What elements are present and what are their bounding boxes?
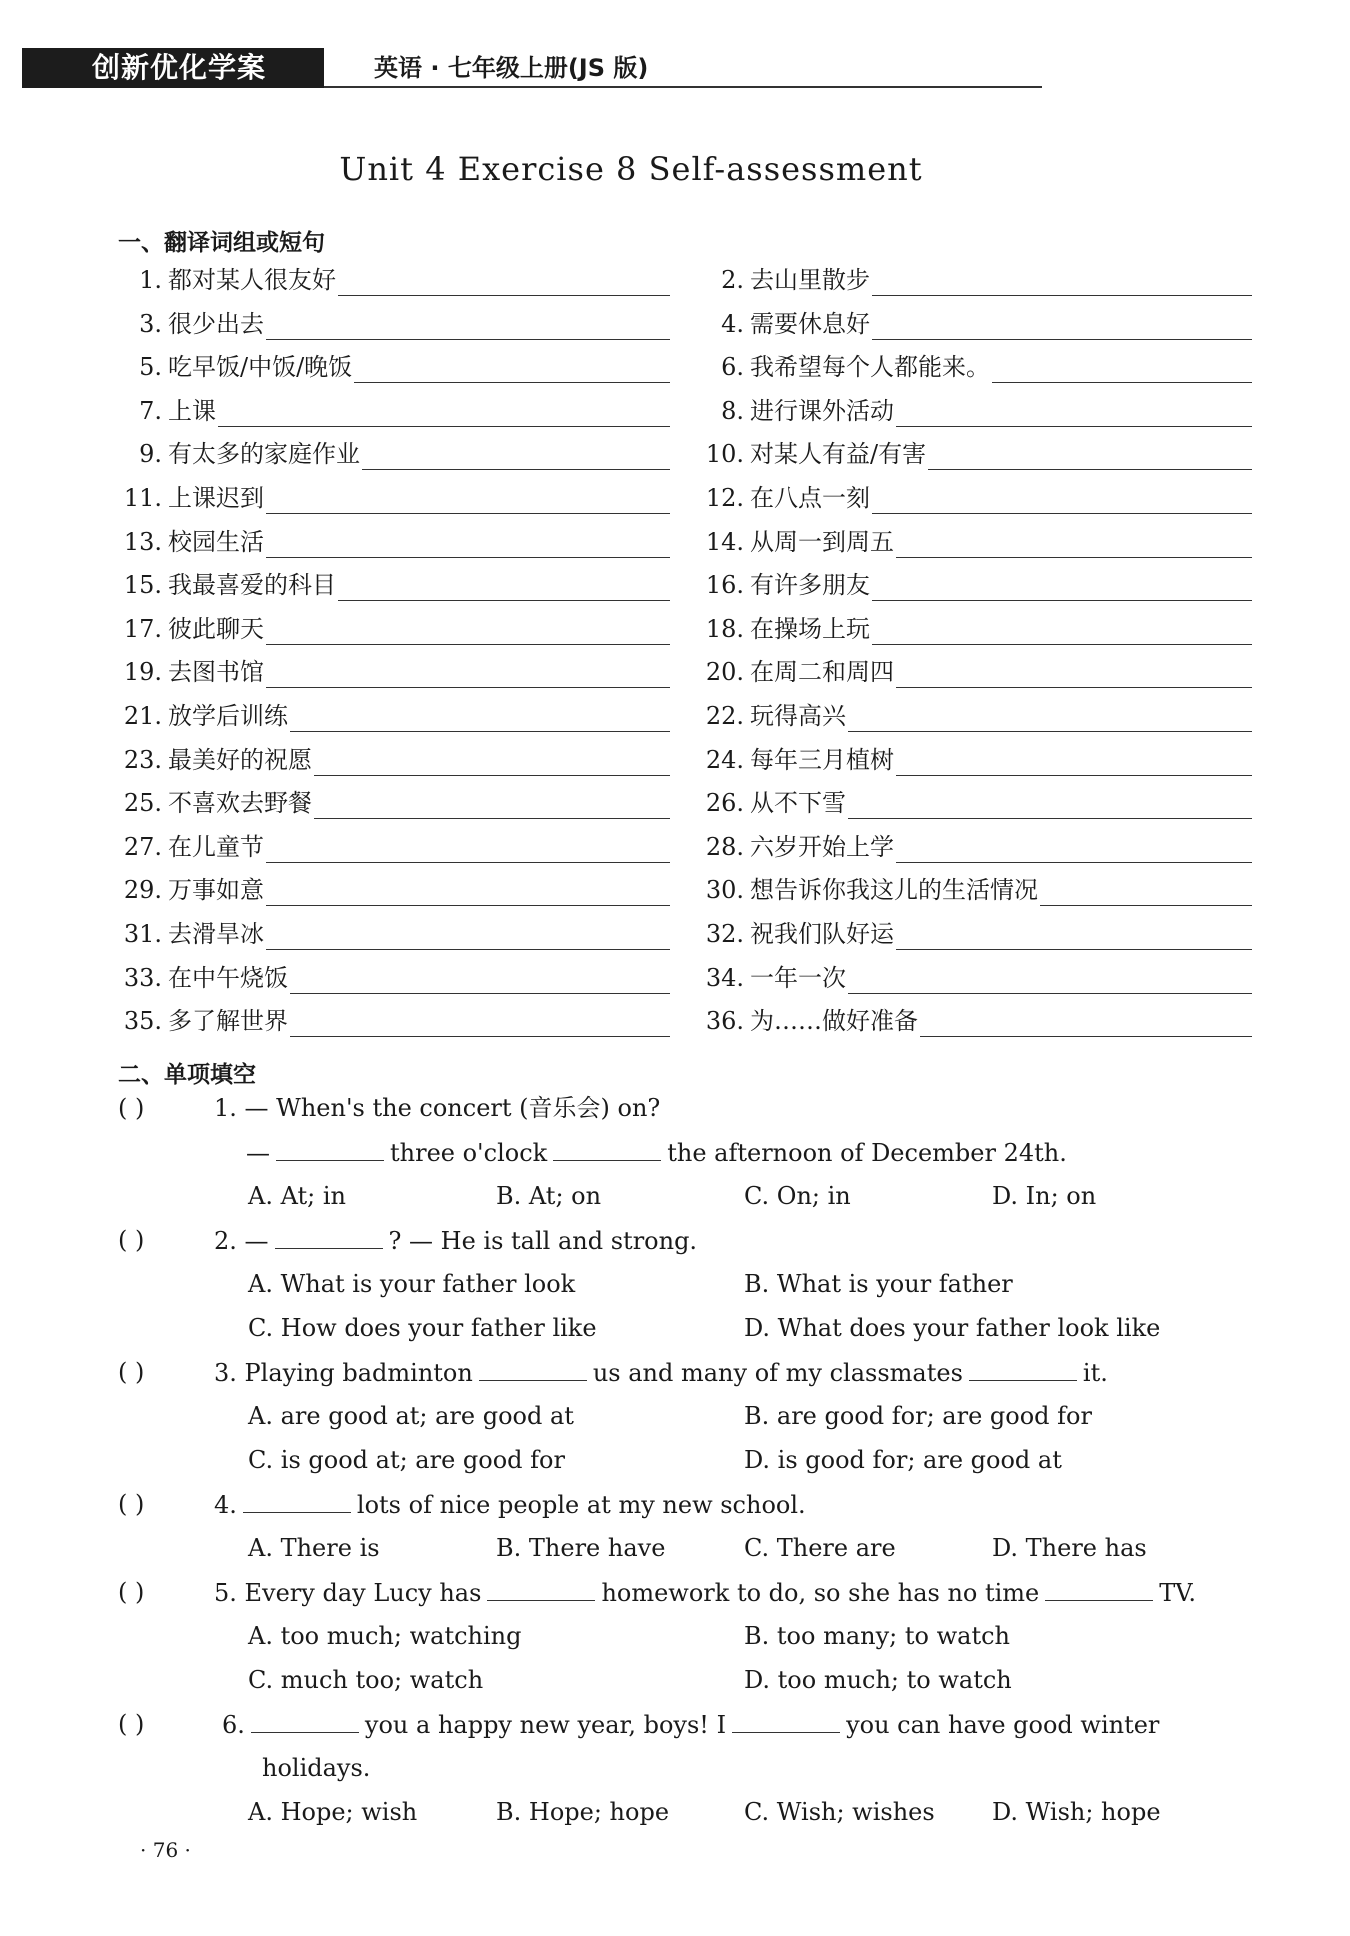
answer-line[interactable] [896, 836, 1252, 863]
section-1-heading: 一、翻译词组或短句 [118, 230, 325, 256]
item-number: 7. [139, 396, 162, 425]
item-number: 2. [721, 266, 744, 294]
answer-line[interactable] [896, 661, 1252, 688]
q3-option-b[interactable]: B. are good for; are good for [744, 1402, 1092, 1430]
answer-line[interactable] [266, 618, 670, 645]
q2-blank[interactable] [275, 1224, 383, 1249]
q3-blank-1[interactable] [479, 1356, 587, 1381]
q6-option-d[interactable]: D. Wish; hope [992, 1798, 1161, 1826]
translation-item [118, 526, 670, 558]
q6-option-a[interactable]: A. Hope; wish [248, 1798, 418, 1826]
answer-paren-2[interactable]: ( ) [118, 1226, 145, 1254]
item-number: 34. [705, 963, 744, 992]
answer-line[interactable] [266, 313, 670, 340]
item-prompt: 吃早饭/中饭/晚饭 [168, 353, 353, 382]
answer-paren-1[interactable]: ( ) [118, 1094, 145, 1122]
translation-item [118, 482, 670, 514]
q5-option-c[interactable]: C. much too; watch [248, 1666, 484, 1694]
translation-item [118, 918, 670, 950]
translation-item [700, 831, 1252, 863]
q6-option-c[interactable]: C. Wish; wishes [744, 1798, 935, 1826]
page-number: · 76 · [140, 1838, 191, 1862]
item-number: 15. [123, 571, 162, 600]
item-number: 29. [123, 876, 162, 905]
translation-item [118, 831, 670, 863]
item-number: 17. [123, 614, 162, 643]
answer-paren-5[interactable]: ( ) [118, 1578, 145, 1606]
translation-item [118, 874, 670, 906]
item-number: 30. [705, 876, 744, 905]
item-prompt: 校园生活 [168, 527, 264, 556]
item-prompt: 有太多的家庭作业 [168, 440, 360, 469]
translation-item [700, 308, 1252, 340]
item-prompt: 从周一到周五 [750, 527, 894, 556]
item-prompt: 一年一次 [750, 963, 846, 992]
answer-line[interactable] [354, 356, 670, 383]
answer-line[interactable] [362, 443, 670, 470]
q5-option-d[interactable]: D. too much; to watch [744, 1666, 1012, 1694]
item-number: 9. [139, 440, 162, 469]
item-prompt: 去滑旱冰 [168, 920, 264, 948]
book-title: 英语 · 七年级上册(JS 版) [374, 54, 649, 82]
translation-item [700, 787, 1252, 819]
item-number: 14. [705, 527, 744, 556]
item-prompt: 在中午烧饭 [168, 963, 288, 992]
answer-line[interactable] [872, 313, 1252, 340]
translation-item [700, 526, 1252, 558]
item-prompt: 每年三月植树 [750, 745, 894, 774]
item-prompt: 对某人有益/有害 [750, 440, 927, 469]
translation-item [118, 395, 670, 427]
q1-blank-2[interactable] [553, 1136, 661, 1161]
translation-item [700, 438, 1252, 470]
q3-stem: 3. Playing badminton us and many of my classmates it. [214, 1356, 1108, 1389]
q2-option-b[interactable]: B. What is your father [744, 1270, 1013, 1298]
item-prompt: 不喜欢去野餐 [168, 789, 312, 818]
q2-stem: 2. — ? — He is tall and strong. [214, 1224, 697, 1257]
item-number: 8. [721, 396, 744, 425]
answer-line[interactable] [338, 269, 670, 296]
translation-item [700, 395, 1252, 427]
q1-stem: 1. — When's the concert (音乐会) on? [214, 1094, 661, 1122]
q3-option-a[interactable]: A. are good at; are good at [248, 1402, 574, 1430]
answer-line[interactable] [266, 836, 670, 863]
translation-item [700, 569, 1252, 601]
answer-line[interactable] [872, 487, 1252, 514]
translation-item [118, 656, 670, 688]
header-rule [324, 86, 1042, 88]
answer-line[interactable] [314, 749, 670, 776]
translation-item [118, 700, 670, 732]
item-number: 3. [139, 309, 162, 338]
translation-item [118, 438, 670, 470]
item-prompt: 在八点一刻 [750, 484, 870, 512]
item-number: 19. [123, 658, 162, 687]
page-header [22, 48, 1042, 92]
q1-option-c[interactable]: C. On; in [744, 1182, 851, 1210]
item-prompt: 想告诉你我这儿的生活情况 [750, 876, 1038, 905]
item-prompt: 万事如意 [168, 876, 264, 905]
item-prompt: 去图书馆 [168, 658, 264, 687]
answer-line[interactable] [266, 531, 670, 558]
answer-line[interactable] [896, 531, 1252, 558]
translation-item [118, 308, 670, 340]
answer-line[interactable] [872, 574, 1252, 601]
q4-stem: 4. lots of nice people at my new school. [214, 1488, 806, 1521]
q6-stem: 6. you a happy new year, boys! I you can have good winter [222, 1708, 1159, 1741]
q5-stem: 5. Every day Lucy has homework to do, so she has no time TV. [214, 1576, 1196, 1609]
answer-line[interactable] [338, 574, 670, 601]
item-prompt: 有许多朋友 [750, 571, 870, 600]
q6-option-b[interactable]: B. Hope; hope [496, 1798, 670, 1826]
item-prompt: 在周二和周四 [750, 658, 894, 687]
q4-option-b[interactable]: B. There have [496, 1534, 666, 1562]
answer-line[interactable] [992, 356, 1252, 383]
q6-blank-1[interactable] [251, 1708, 359, 1733]
translation-item [700, 613, 1252, 645]
q3-option-c[interactable]: C. is good at; are good for [248, 1446, 565, 1474]
item-number: 11. [123, 484, 162, 512]
translation-item [700, 656, 1252, 688]
q5-option-a[interactable]: A. too much; watching [248, 1622, 522, 1650]
answer-line[interactable] [848, 792, 1252, 819]
answer-line[interactable] [266, 661, 670, 688]
item-prompt: 上课 [168, 396, 216, 425]
item-number: 32. [705, 920, 744, 948]
item-number: 1. [139, 266, 162, 294]
item-number: 6. [721, 353, 744, 382]
item-number: 4. [721, 309, 744, 338]
translation-item [118, 613, 670, 645]
item-prompt: 多了解世界 [168, 1007, 288, 1036]
q2-option-a[interactable]: A. What is your father look [248, 1270, 576, 1298]
item-prompt: 为……做好准备 [750, 1007, 918, 1036]
translation-item [700, 1005, 1252, 1037]
section-2-heading: 二、单项填空 [118, 1062, 256, 1088]
translation-item [700, 351, 1252, 383]
item-prompt: 上课迟到 [168, 484, 264, 512]
item-number: 23. [123, 745, 162, 774]
item-prompt: 很少出去 [168, 309, 264, 338]
item-prompt: 都对某人很友好 [168, 266, 336, 294]
answer-line[interactable] [218, 400, 670, 427]
translation-item [118, 351, 670, 383]
item-prompt: 彼此聊天 [168, 614, 264, 643]
answer-line[interactable] [290, 705, 670, 732]
item-number: 12. [705, 484, 744, 512]
item-number: 31. [123, 920, 162, 948]
item-number: 18. [705, 614, 744, 643]
q2-option-c[interactable]: C. How does your father like [248, 1314, 597, 1342]
brand-logo: 创新优化学案 [22, 48, 324, 88]
answer-line[interactable] [896, 400, 1252, 427]
translation-item [118, 569, 670, 601]
item-prompt: 进行课外活动 [750, 396, 894, 425]
item-prompt: 去山里散步 [750, 266, 870, 294]
item-number: 5. [139, 353, 162, 382]
answer-line[interactable] [290, 1010, 670, 1037]
answer-line[interactable] [848, 967, 1252, 994]
q1-option-a[interactable]: A. At; in [248, 1182, 346, 1210]
answer-line[interactable] [872, 269, 1252, 296]
item-prompt: 在操场上玩 [750, 614, 870, 643]
item-prompt: 从不下雪 [750, 789, 846, 818]
item-prompt: 需要休息好 [750, 309, 870, 338]
q5-blank-1[interactable] [487, 1576, 595, 1601]
q1-blank-1[interactable] [276, 1136, 384, 1161]
q3-option-d[interactable]: D. is good for; are good at [744, 1446, 1062, 1474]
q4-blank[interactable] [243, 1488, 351, 1513]
translation-item [700, 700, 1252, 732]
answer-line[interactable] [1040, 879, 1252, 906]
answer-paren-4[interactable]: ( ) [118, 1490, 145, 1518]
answer-paren-3[interactable]: ( ) [118, 1358, 145, 1386]
q4-option-d[interactable]: D. There has [992, 1534, 1147, 1562]
item-number: 27. [123, 832, 162, 861]
item-number: 28. [705, 832, 744, 861]
item-prompt: 放学后训练 [168, 702, 288, 730]
answer-line[interactable] [928, 443, 1252, 470]
item-prompt: 我最喜爱的科目 [168, 571, 336, 600]
translation-item [700, 962, 1252, 994]
item-prompt: 祝我们队好运 [750, 920, 894, 948]
item-number: 26. [705, 789, 744, 818]
translation-item [700, 874, 1252, 906]
translation-item [118, 744, 670, 776]
item-number: 13. [123, 527, 162, 556]
translation-item [700, 264, 1252, 296]
q2-option-d[interactable]: D. What does your father look like [744, 1314, 1161, 1342]
translation-item [118, 264, 670, 296]
answer-line[interactable] [290, 967, 670, 994]
translation-item [700, 482, 1252, 514]
answer-line[interactable] [266, 923, 670, 950]
page-title: Unit 4 Exercise 8 Self-assessment [339, 150, 923, 188]
item-number: 16. [705, 571, 744, 600]
item-number: 35. [123, 1007, 162, 1036]
q4-option-a[interactable]: A. There is [248, 1534, 380, 1562]
item-prompt: 我希望每个人都能来。 [750, 353, 990, 382]
q3-blank-2[interactable] [969, 1356, 1077, 1381]
q5-option-b[interactable]: B. too many; to watch [744, 1622, 1010, 1650]
item-prompt: 玩得高兴 [750, 702, 846, 730]
answer-paren-6[interactable]: ( ) [118, 1710, 145, 1738]
q6-stem-line2: holidays. [262, 1754, 371, 1782]
item-number: 24. [705, 745, 744, 774]
q6-blank-2[interactable] [732, 1708, 840, 1733]
item-prompt: 在儿童节 [168, 832, 264, 861]
answer-line[interactable] [848, 705, 1252, 732]
q1-option-d[interactable]: D. In; on [992, 1182, 1097, 1210]
q4-option-c[interactable]: C. There are [744, 1534, 896, 1562]
answer-line[interactable] [266, 487, 670, 514]
item-number: 20. [705, 658, 744, 687]
answer-line[interactable] [266, 879, 670, 906]
item-number: 10. [705, 440, 744, 469]
item-number: 25. [123, 789, 162, 818]
q1-option-b[interactable]: B. At; on [496, 1182, 602, 1210]
q5-blank-2[interactable] [1045, 1576, 1153, 1601]
translation-item [118, 962, 670, 994]
translation-item [700, 918, 1252, 950]
item-number: 36. [705, 1007, 744, 1036]
q1-stem-line2: — three o'clock the afternoon of December 24th. [246, 1136, 1067, 1169]
answer-line[interactable] [896, 749, 1252, 776]
translation-item [118, 787, 670, 819]
item-number: 33. [123, 963, 162, 992]
item-number: 22. [705, 702, 744, 730]
item-number: 21. [123, 702, 162, 730]
item-prompt: 最美好的祝愿 [168, 745, 312, 774]
translation-item [700, 744, 1252, 776]
answer-line[interactable] [314, 792, 670, 819]
translation-item [118, 1005, 670, 1037]
item-prompt: 六岁开始上学 [750, 832, 894, 861]
answer-line[interactable] [920, 1010, 1252, 1037]
answer-line[interactable] [872, 618, 1252, 645]
answer-line[interactable] [896, 923, 1252, 950]
